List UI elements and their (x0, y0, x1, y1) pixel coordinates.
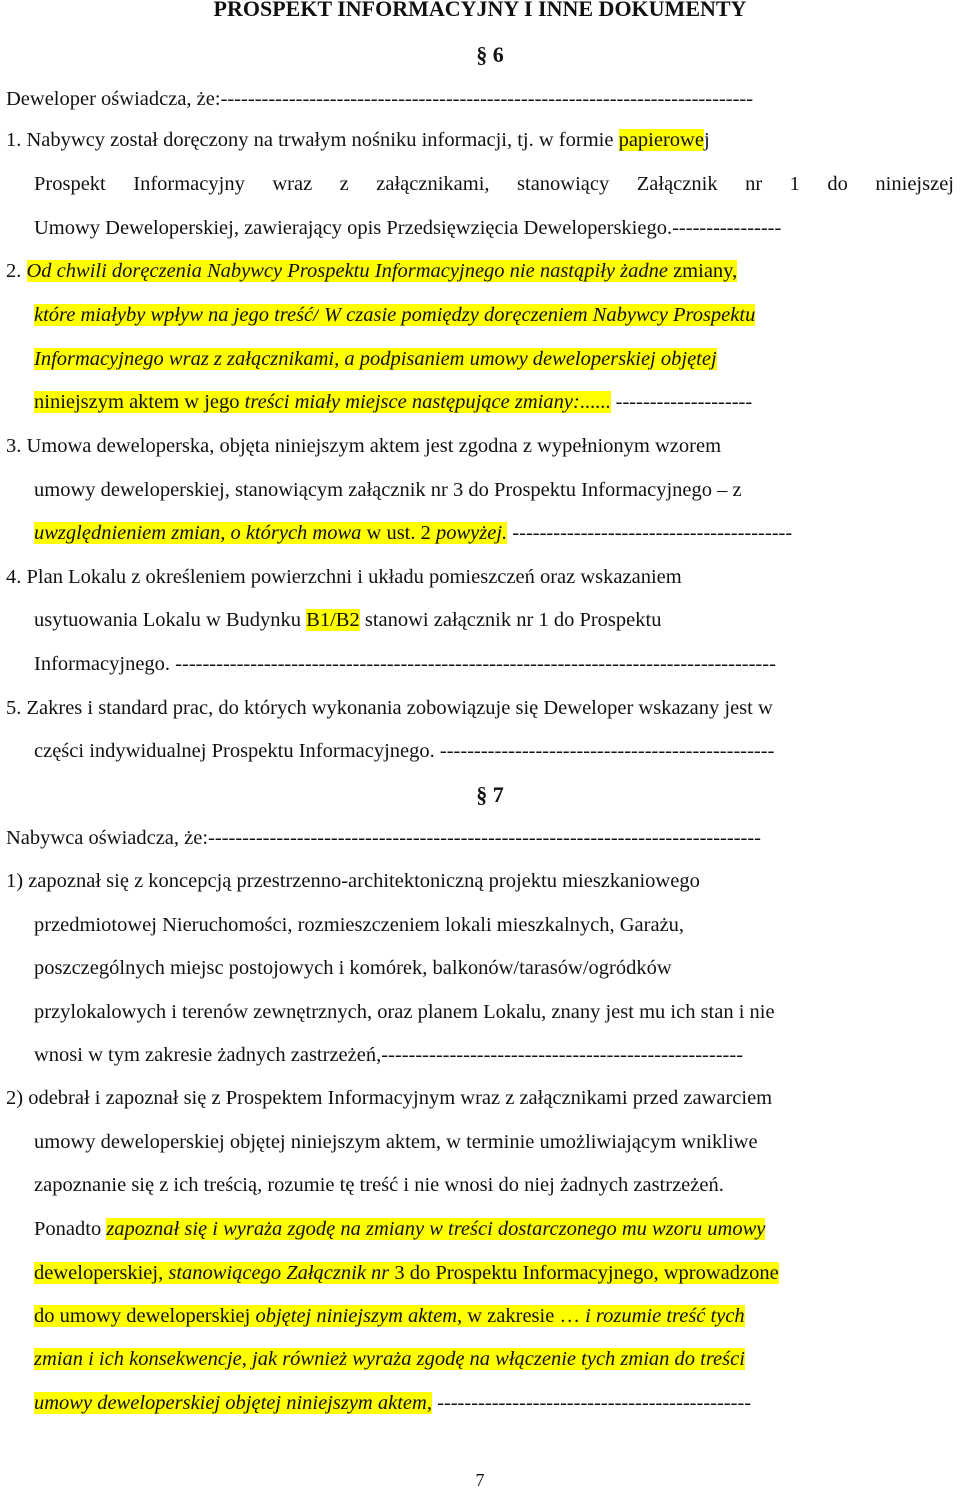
page-number: 7 (475, 1470, 485, 1490)
s7-i1-line1: 1) zapoznał się z koncepcją przestrzenno-architektoniczną projektu mieszkaniowego (6, 870, 700, 892)
s6-p3-line3: uwzględnieniem zmian, o których mowa w ust. 2 powyżej. ----------------------------------------- (34, 522, 793, 544)
s7-i2-line3: zapoznanie się z ich treścią, rozumie tę treść i nie wnosi do niej żadnych zastrzeżeń. (34, 1174, 724, 1196)
s7-i2-line4: Ponadto zapoznał się i wyraża zgodę na zmiany w treści dostarczonego mu wzoru umowy (34, 1218, 766, 1240)
s6-p5-line1: 5. Zakres i standard prac, do których wykonania zobowiązuje się Deweloper wskazany jest w (6, 697, 773, 719)
s7-i2-line2: umowy deweloperskiej objętej niniejszym aktem, w terminie umożliwiającym wnikliwe (34, 1131, 758, 1153)
s6-p3-line1: 3. Umowa deweloperska, objęta niniejszym aktem jest zgodna z wypełnionym wzorem (6, 435, 722, 457)
page-header: PROSPEKT INFORMACYJNY I INNE DOKUMENTY (213, 0, 747, 21)
s6-p1-line1 (6, 128, 954, 152)
s6-p2-line1: 2. Od chwili doręczenia Nabywcy Prospektu Informacyjnego nie nastąpiły żadne zmiany, (6, 260, 738, 282)
s7-i2-line8: umowy deweloperskiej objętej niniejszym aktem, ---------------------------------------------- (34, 1392, 752, 1414)
s7-i2-line1: 2) odebrał i zapoznał się z Prospektem Informacyjnym wraz z załącznikami przed zawarciem (6, 1087, 773, 1109)
highlight-papierowe: papierowe (618, 129, 704, 151)
section-7-intro: Nabywca oświadcza, że:--------------------------------------------------------------------------------- (6, 827, 762, 849)
s6-p1-line3: Umowy Deweloperskiej, zawierający opis Przedsięwzięcia Deweloperskiego.---------------- (34, 217, 782, 239)
s6-p4-line2: usytuowania Lokalu w Budynku B1/B2 stanowi załącznik nr 1 do Prospektu (34, 609, 662, 631)
s7-i2-line7: zmian i ich konsekwencje, jak również wyraża zgodę na włączenie tych zmian do treści (34, 1348, 745, 1370)
section-7-heading: § 7 (476, 782, 504, 807)
highlight-no-changes: Od chwili doręczenia Nabywcy Prospektu Informacyjnego nie nastąpiły żadne (26, 260, 668, 282)
section-6-heading: § 6 (476, 42, 504, 67)
s6-p2-line4: niniejszym aktem w jego treści miały miejsce następujące zmiany:...... -------------------- (34, 391, 753, 413)
s7-i1-line4: przylokalowych i terenów zewnętrznych, oraz planem Lokalu, znany jest mu ich stan i nie (34, 1001, 775, 1023)
s7-i1-line5: wnosi w tym zakresie żadnych zastrzeżeń,----------------------------------------------------- (34, 1044, 744, 1066)
s6-p4-line1: 4. Plan Lokalu z określeniem powierzchni i układu pomieszczeń oraz wskazaniem (6, 566, 682, 588)
s6-p2-line2: które miałyby wpływ na jego treść/ W czasie pomiędzy doręczeniem Nabywcy Prospektu (34, 304, 756, 326)
s6-p1-text: 1. Nabywcy został doręczony na trwałym nośniku informacji, tj. w formie papierowej (6, 129, 710, 151)
highlight-building: B1/B2 (306, 609, 360, 631)
s7-i1-line2: przedmiotowej Nieruchomości, rozmieszczeniem lokali mieszkalnych, Garażu, (34, 914, 685, 936)
s7-i2-line5: deweloperskiej, stanowiącego Załącznik nr 3 do Prospektu Informacyjnego, wprowadzone (34, 1262, 779, 1284)
s6-p1-line2: Prospekt Informacyjny wraz z załącznikami, stanowiący Załącznik nr 1 do niniejszej (34, 173, 954, 195)
section-6-intro: Deweloper oświadcza, że:------------------------------------------------------------------------------ (6, 88, 754, 110)
s6-p4-line3: Informacyjnego. ---------------------------------------------------------------------------------------- (34, 653, 776, 675)
s6-p5-line2: części indywidualnej Prospektu Informacyjnego. ------------------------------------------------- (34, 740, 775, 762)
s6-p3-line2: umowy deweloperskiej, stanowiącym załącznik nr 3 do Prospektu Informacyjnego – z (34, 479, 742, 501)
s6-p2-line3: Informacyjnego wraz z załącznikami, a podpisaniem umowy deweloperskiej objętej (34, 348, 717, 370)
s7-i2-line6: do umowy deweloperskiej objętej niniejszym aktem, w zakresie … i rozumie treść tych (34, 1305, 745, 1327)
s7-i1-line3: poszczególnych miejsc postojowych i komórek, balkonów/tarasów/ogródków (34, 957, 672, 979)
